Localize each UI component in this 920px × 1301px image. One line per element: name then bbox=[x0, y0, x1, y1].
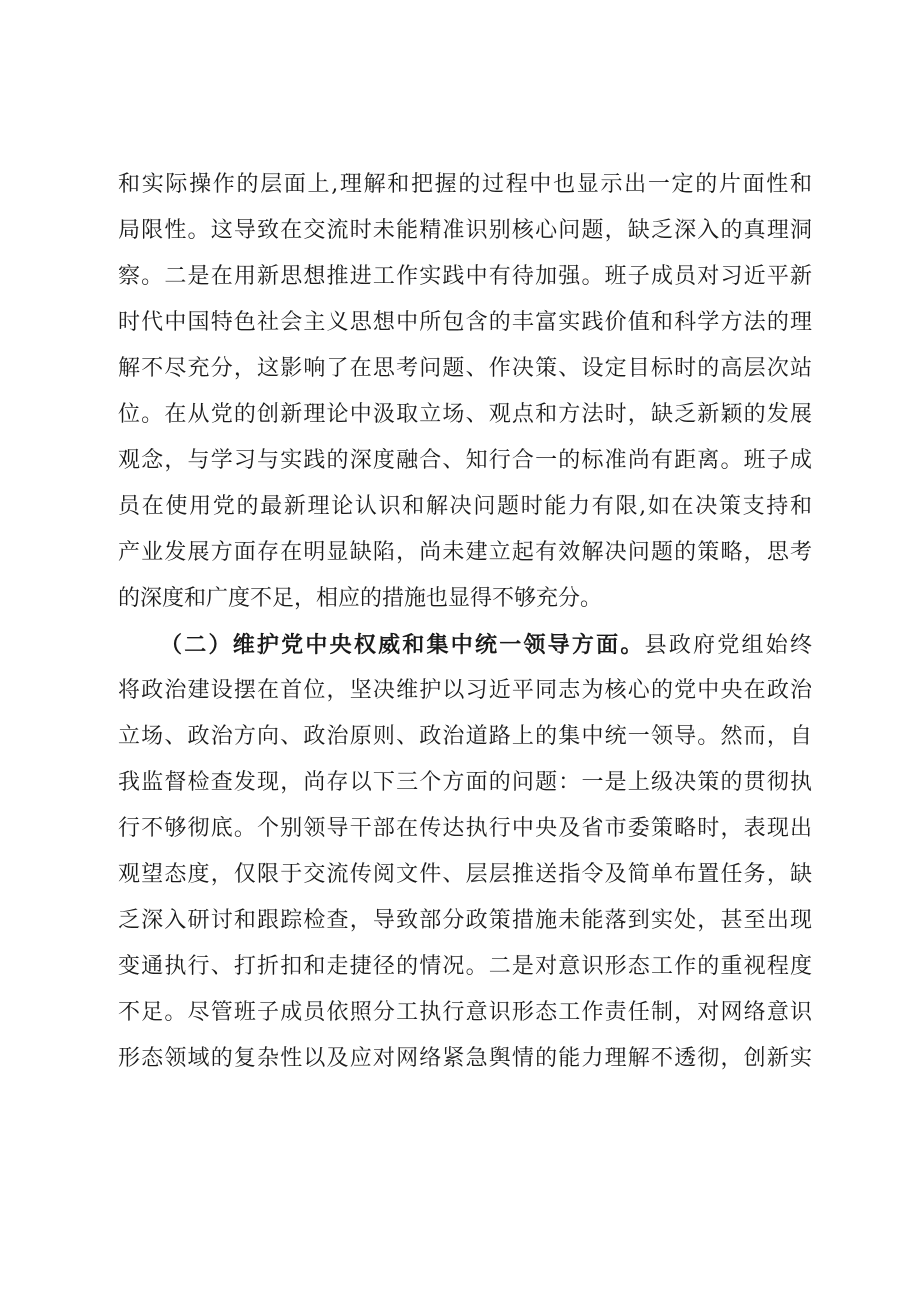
paragraph-line: 我监督检查发现，尚存以下三个方面的问题：一是上级决策的贯彻执 bbox=[118, 770, 812, 795]
paragraph-line: 产业发展方面存在明显缺陷，尚未建立起有效解决问题的策略，思考 bbox=[118, 540, 812, 565]
paragraph-line: 不足。尽管班子成员依照分工执行意识形态工作责任制，对网络意识 bbox=[118, 1000, 812, 1025]
paragraph-line: 时代中国特色社会主义思想中所包含的丰富实践价值和科学方法的理 bbox=[118, 310, 812, 335]
paragraph-line: 乏深入研讨和跟踪检查，导致部分政策措施未能落到实处，甚至出现 bbox=[118, 908, 812, 933]
paragraph-line: 立场、政治方向、政治原则、政治道路上的集中统一领导。然而，自 bbox=[118, 724, 812, 749]
paragraph-line: 的深度和广度不足，相应的措施也显得不够充分。 bbox=[118, 586, 603, 611]
paragraph-line: 位。在从党的创新理论中汲取立场、观点和方法时，缺乏新颖的发展 bbox=[118, 402, 812, 427]
paragraph-line: 解不尽充分，这影响了在思考问题、作决策、设定目标时的高层次站 bbox=[118, 356, 812, 381]
paragraph-line: 局限性。这导致在交流时未能精准识别核心问题，缺乏深入的真理洞 bbox=[118, 218, 812, 243]
paragraph-first-line bbox=[160, 630, 812, 660]
heading-continuation: 县政府党组始终 bbox=[644, 633, 812, 658]
paragraph-line: 察。二是在用新思想推进工作实践中有待加强。班子成员对习近平新 bbox=[118, 264, 812, 289]
paragraph-line: 变通执行、打折扣和走捷径的情况。二是对意识形态工作的重视程度 bbox=[118, 954, 812, 979]
paragraph-line: 员在使用党的最新理论认识和解决问题时能力有限,如在决策支持和 bbox=[118, 494, 812, 519]
paragraph-line: 观望态度，仅限于交流传阅文件、层层推送指令及简单布置任务，缺 bbox=[118, 862, 812, 887]
paragraph-line: 观念，与学习与实践的深度融合、知行合一的标准尚有距离。班子成 bbox=[118, 448, 812, 473]
section-heading: （二）维护党中央权威和集中统一领导方面。 bbox=[160, 632, 645, 658]
paragraph-line: 行不够彻底。个别领导干部在传达执行中央及省市委策略时，表现出 bbox=[118, 816, 812, 841]
paragraph-line: 将政治建设摆在首位，坚决维护以习近平同志为核心的党中央在政治 bbox=[118, 678, 812, 703]
paragraph-line: 形态领域的复杂性以及应对网络紧急舆情的能力理解不透彻，创新实 bbox=[118, 1046, 812, 1071]
paragraph-line: 和实际操作的层面上,理解和把握的过程中也显示出一定的片面性和 bbox=[118, 172, 812, 197]
